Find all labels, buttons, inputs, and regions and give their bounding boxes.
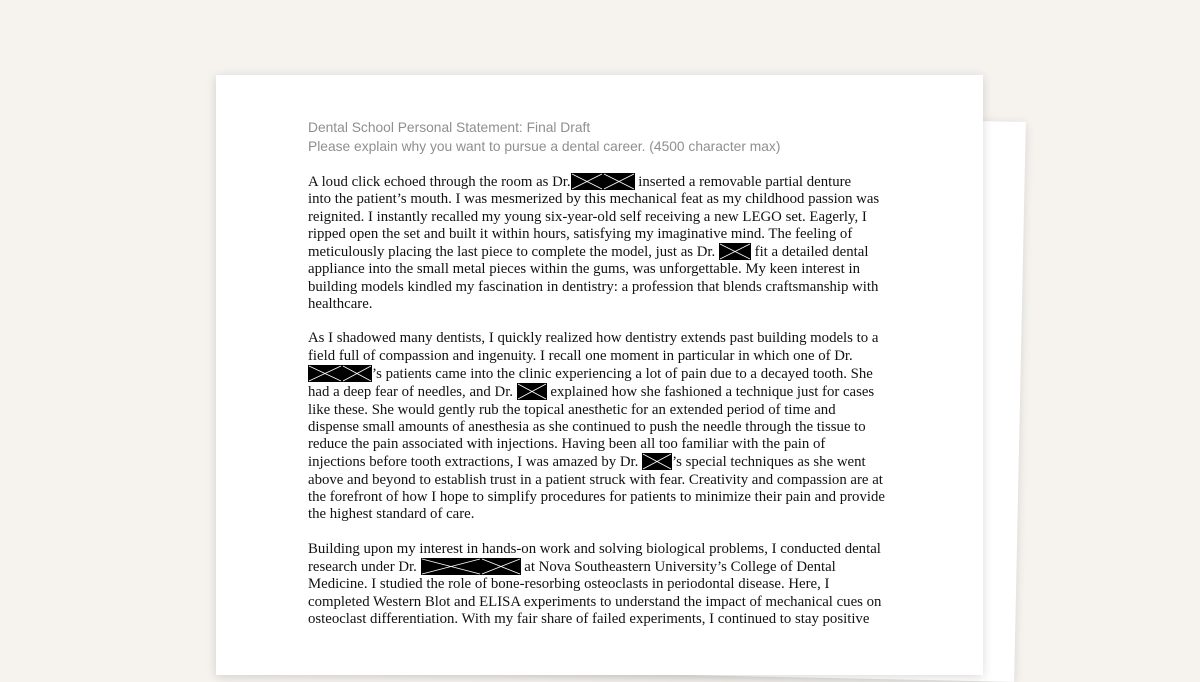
text-line [308, 419, 900, 436]
text-line [308, 576, 900, 593]
text-segment: reduce the pain associated with injections. Having been all too familiar with the pain of [308, 436, 826, 453]
redaction-box [603, 173, 635, 190]
text-line [308, 330, 900, 347]
redaction-box [719, 243, 751, 260]
text-segment: ripped open the set and built it within hours, satisfying my imaginative mind. The feeling of [308, 225, 853, 242]
paragraph-3 [308, 541, 900, 628]
text-segment: above and beyond to establish trust in a patient struck with fear. Creativity and compassion are at [308, 471, 883, 488]
document-prompt: Please explain why you want to pursue a dental career. (4500 character max) [308, 139, 781, 154]
text-segment: inserted a removable partial denture [634, 174, 852, 190]
text-segment: completed Western Blot and ELISA experiments to understand the impact of mechanical cues on [308, 593, 882, 610]
document-title: Dental School Personal Statement: Final Draft [308, 120, 591, 135]
text-line [308, 472, 900, 489]
redaction-box [342, 365, 372, 382]
text-segment: fit a detailed dental [750, 244, 869, 261]
text-segment: meticulously placing the last piece to complete the model, just as Dr. [308, 244, 719, 261]
redaction-box [642, 453, 672, 470]
text-line [308, 383, 900, 401]
text-segment: research under Dr. [308, 558, 421, 575]
text-line [308, 243, 900, 261]
text-segment: injections before tooth extractions, I was amazed by Dr. [308, 454, 643, 471]
text-line [308, 541, 900, 558]
text-segment: Building upon my interest in hands-on work and solving biological problems, I conducted dental [308, 540, 881, 557]
text-line [308, 558, 900, 576]
text-segment: explained how she fashioned a technique just for cases [546, 384, 875, 401]
text-segment: building models kindled my fascination in dentistry: a profession that blends craftsmanship with [308, 278, 879, 295]
text-segment: reignited. I instantly recalled my young six-year-old self receiving a new LEGO set. Eagerly, I [308, 208, 867, 225]
text-line [308, 506, 900, 523]
text-segment: A loud click echoed through the room as Dr. [308, 174, 571, 190]
text-segment: ’s patients came into the clinic experiencing a lot of pain due to a decayed tooth. She [372, 365, 873, 382]
text-line [308, 402, 900, 419]
text-segment: into the patient’s mouth. I was mesmerized by this mechanical feat as my childhood passion was [308, 191, 880, 208]
text-segment: dispense small amounts of anesthesia as she continued to push the needle through the tissue to [308, 418, 866, 435]
text-segment: at Nova Southeastern University’s College of Dental [520, 558, 836, 575]
text-line [308, 365, 900, 383]
text-line [308, 279, 900, 296]
text-line [308, 489, 900, 506]
text-segment: Medicine. I studied the role of bone-resorbing osteoclasts in periodontal disease. Here, I [308, 576, 830, 593]
text-segment: ’s special techniques as she went [672, 454, 866, 471]
text-line [308, 611, 900, 628]
redaction-box [517, 383, 547, 400]
paragraph-1 [308, 173, 900, 313]
text-line [308, 594, 900, 611]
text-line [308, 296, 900, 313]
text-line [308, 209, 900, 226]
text-line [308, 173, 900, 191]
text-segment: like these. She would gently rub the topical anesthetic for an extended period of time and [308, 401, 836, 418]
text-segment: As I shadowed many dentists, I quickly realized how dentistry extends past building models to a [308, 330, 879, 347]
text-line [308, 191, 900, 208]
text-segment: field full of compassion and ingenuity. I recall one moment in particular in which one of Dr. [308, 347, 853, 364]
text-segment: healthcare. [308, 296, 373, 313]
text-line [308, 436, 900, 453]
text-segment: the highest standard of care. [308, 506, 475, 523]
text-line [308, 261, 900, 278]
redaction-box [571, 173, 603, 190]
text-line [308, 226, 900, 243]
redaction-box [481, 558, 521, 575]
text-segment: had a deep fear of needles, and Dr. [308, 384, 517, 401]
text-line [308, 453, 900, 471]
redaction-box [421, 558, 481, 575]
redaction-box [308, 365, 342, 382]
document-body [308, 118, 900, 628]
text-segment: osteoclast differentiation. With my fair share of failed experiments, I continued to stay positive [308, 610, 870, 627]
paragraph-2 [308, 330, 900, 523]
text-segment: appliance into the small metal pieces within the gums, was unforgettable. My keen interest in [308, 261, 861, 278]
text-segment: the forefront of how I hope to simplify procedures for patients to minimize their pain and provide [308, 489, 885, 506]
text-line [308, 348, 900, 365]
